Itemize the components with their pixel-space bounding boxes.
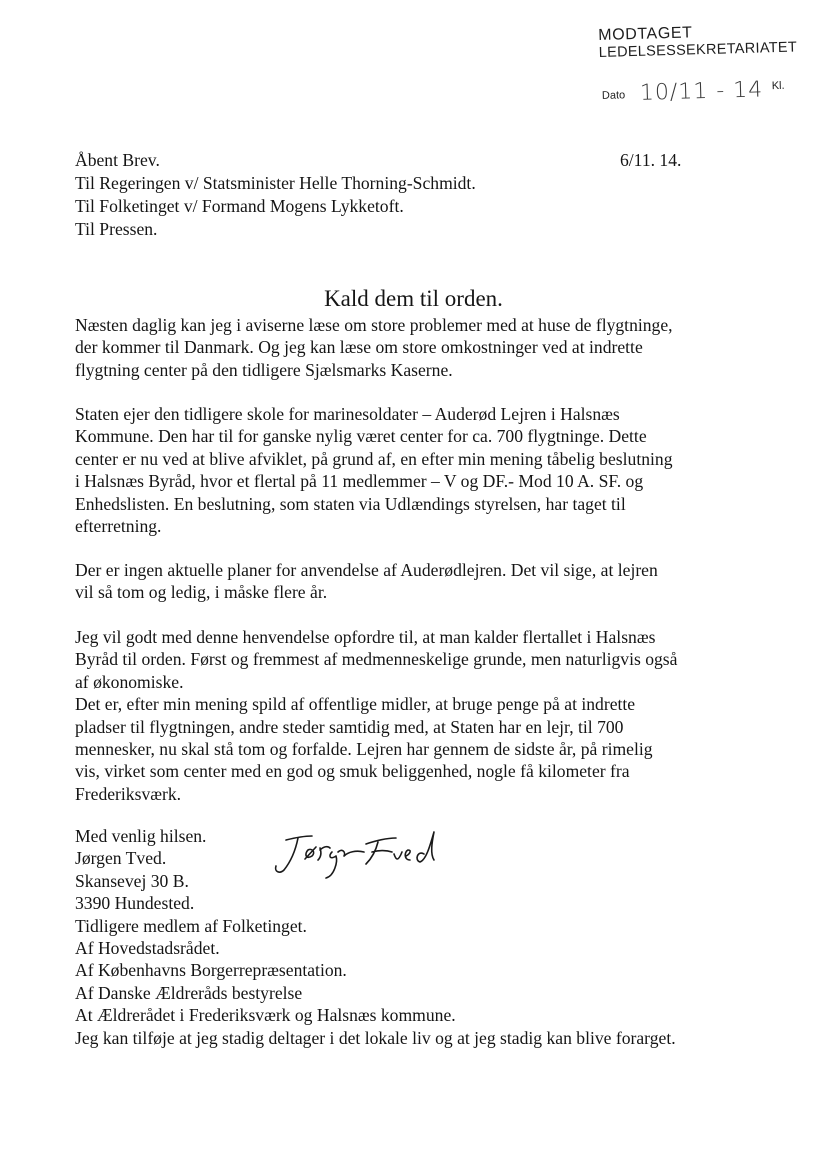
paragraph-line: Kommune. Den har til for ganske nylig været center for ca. 700 flygtninge. Dette — [75, 426, 647, 447]
paragraph-line: Enhedslisten. En beslutning, som staten via Udlændings styrelsen, har taget til — [75, 493, 626, 514]
paragraph-line: der kommer til Danmark. Og jeg kan læse om store omkostninger ved at indrette — [75, 337, 643, 358]
paragraph-1 — [75, 314, 765, 381]
stamp-received-label: MODTAGET — [598, 24, 693, 44]
paragraph-line: efterretning. — [75, 516, 162, 537]
paragraph-2 — [75, 403, 765, 537]
sender-name: Jørgen Tved. — [75, 848, 167, 869]
paragraph-line: Staten ejer den tidligere skole for marinesoldater – Auderød Lejren i Halsnæs — [75, 404, 620, 424]
sender-title: Af Danske Ældreråds bestyrelse — [75, 982, 303, 1003]
letter-title: Kald dem til orden. — [324, 286, 503, 311]
letter-date: 6/11. 14. — [620, 150, 682, 170]
paragraph-line: Frederiksværk. — [75, 783, 182, 804]
paragraph-line: vis, virket som center med en god og smuk beliggenhed, nogle få kilometer fra — [75, 761, 630, 782]
closing-greeting: Med venlig hilsen. — [75, 826, 207, 846]
paragraph-line: af økonomiske. — [75, 671, 184, 692]
recipient-government: Til Regeringen v/ Statsminister Helle Thorning-Schmidt. — [75, 173, 476, 193]
stamp-time-label: Kl. — [771, 79, 785, 93]
paragraph-line: flygtning center på den tidligere Sjælsmarks Kaserne. — [75, 359, 453, 380]
paragraph-line: Der er ingen aktuelle planer for anvendelse af Auderødlejren. Det vil sige, at lejren — [75, 560, 658, 580]
paragraph-line: Det er, efter min mening spild af offentlige midler, at bruge penge på at indrette — [75, 694, 636, 715]
paragraph-line: i Halsnæs Byråd, hvor et flertal på 11 medlemmer – V og DF.- Mod 10 A. SF. og — [75, 471, 644, 492]
paragraph-line: center er nu ved at blive afviklet, på grund af, en efter min mening tåbelig beslutning — [75, 448, 673, 469]
closing-remark: Jeg kan tilføje at jeg stadig deltager i det lokale liv og at jeg stadig kan blive forarget. — [75, 1027, 676, 1048]
sender-title: Af Hovedstadsrådet. — [75, 938, 220, 959]
stamp-date-value: 10/11 - 14 — [639, 77, 764, 106]
stamp-department-label: LEDELSESSEKRETARIATET — [598, 39, 798, 61]
paragraph-line: pladser til flygtningen, andre steder samtidig med, at Staten har en lejr, til 700 — [75, 716, 624, 737]
sender-title: At Ældrerådet i Frederiksværk og Halsnæs kommune. — [75, 1005, 456, 1026]
paragraph-line: mennesker, nu skal stå tom og forfalde. Lejren har gennem de sidste år, på rimelig — [75, 739, 653, 760]
paragraph-line: Næsten daglig kan jeg i aviserne læse om store problemer med at huse de flygtninge, — [75, 315, 673, 335]
recipient-parliament: Til Folketinget v/ Formand Mogens Lykketoft. — [75, 196, 404, 216]
stamp-date-row — [602, 78, 813, 114]
recipient-press: Til Pressen. — [75, 219, 158, 239]
paragraph-line: Jeg vil godt med denne henvendelse opfordre til, at man kalder flertallet i Halsnæs — [75, 627, 656, 647]
paragraph-line: Byråd til orden. Først og fremmest af medmenneskelige grunde, men naturligvis også — [75, 649, 678, 670]
sender-title: Tidligere medlem af Folketinget. — [75, 915, 307, 936]
received-stamp — [598, 20, 827, 106]
handwritten-signature — [268, 826, 468, 886]
paragraph-line: vil så tom og ledig, i måske flere år. — [75, 582, 328, 603]
letter-type: Åbent Brev. — [75, 150, 160, 170]
sender-street: Skansevej 30 B. — [75, 870, 189, 891]
stamp-date-label: Dato — [601, 89, 626, 102]
sender-title: Af Københavns Borgerrepræsentation. — [75, 960, 347, 981]
paragraph-3 — [75, 559, 765, 604]
sender-city: 3390 Hundested. — [75, 893, 195, 914]
paragraph-4 — [75, 626, 765, 805]
